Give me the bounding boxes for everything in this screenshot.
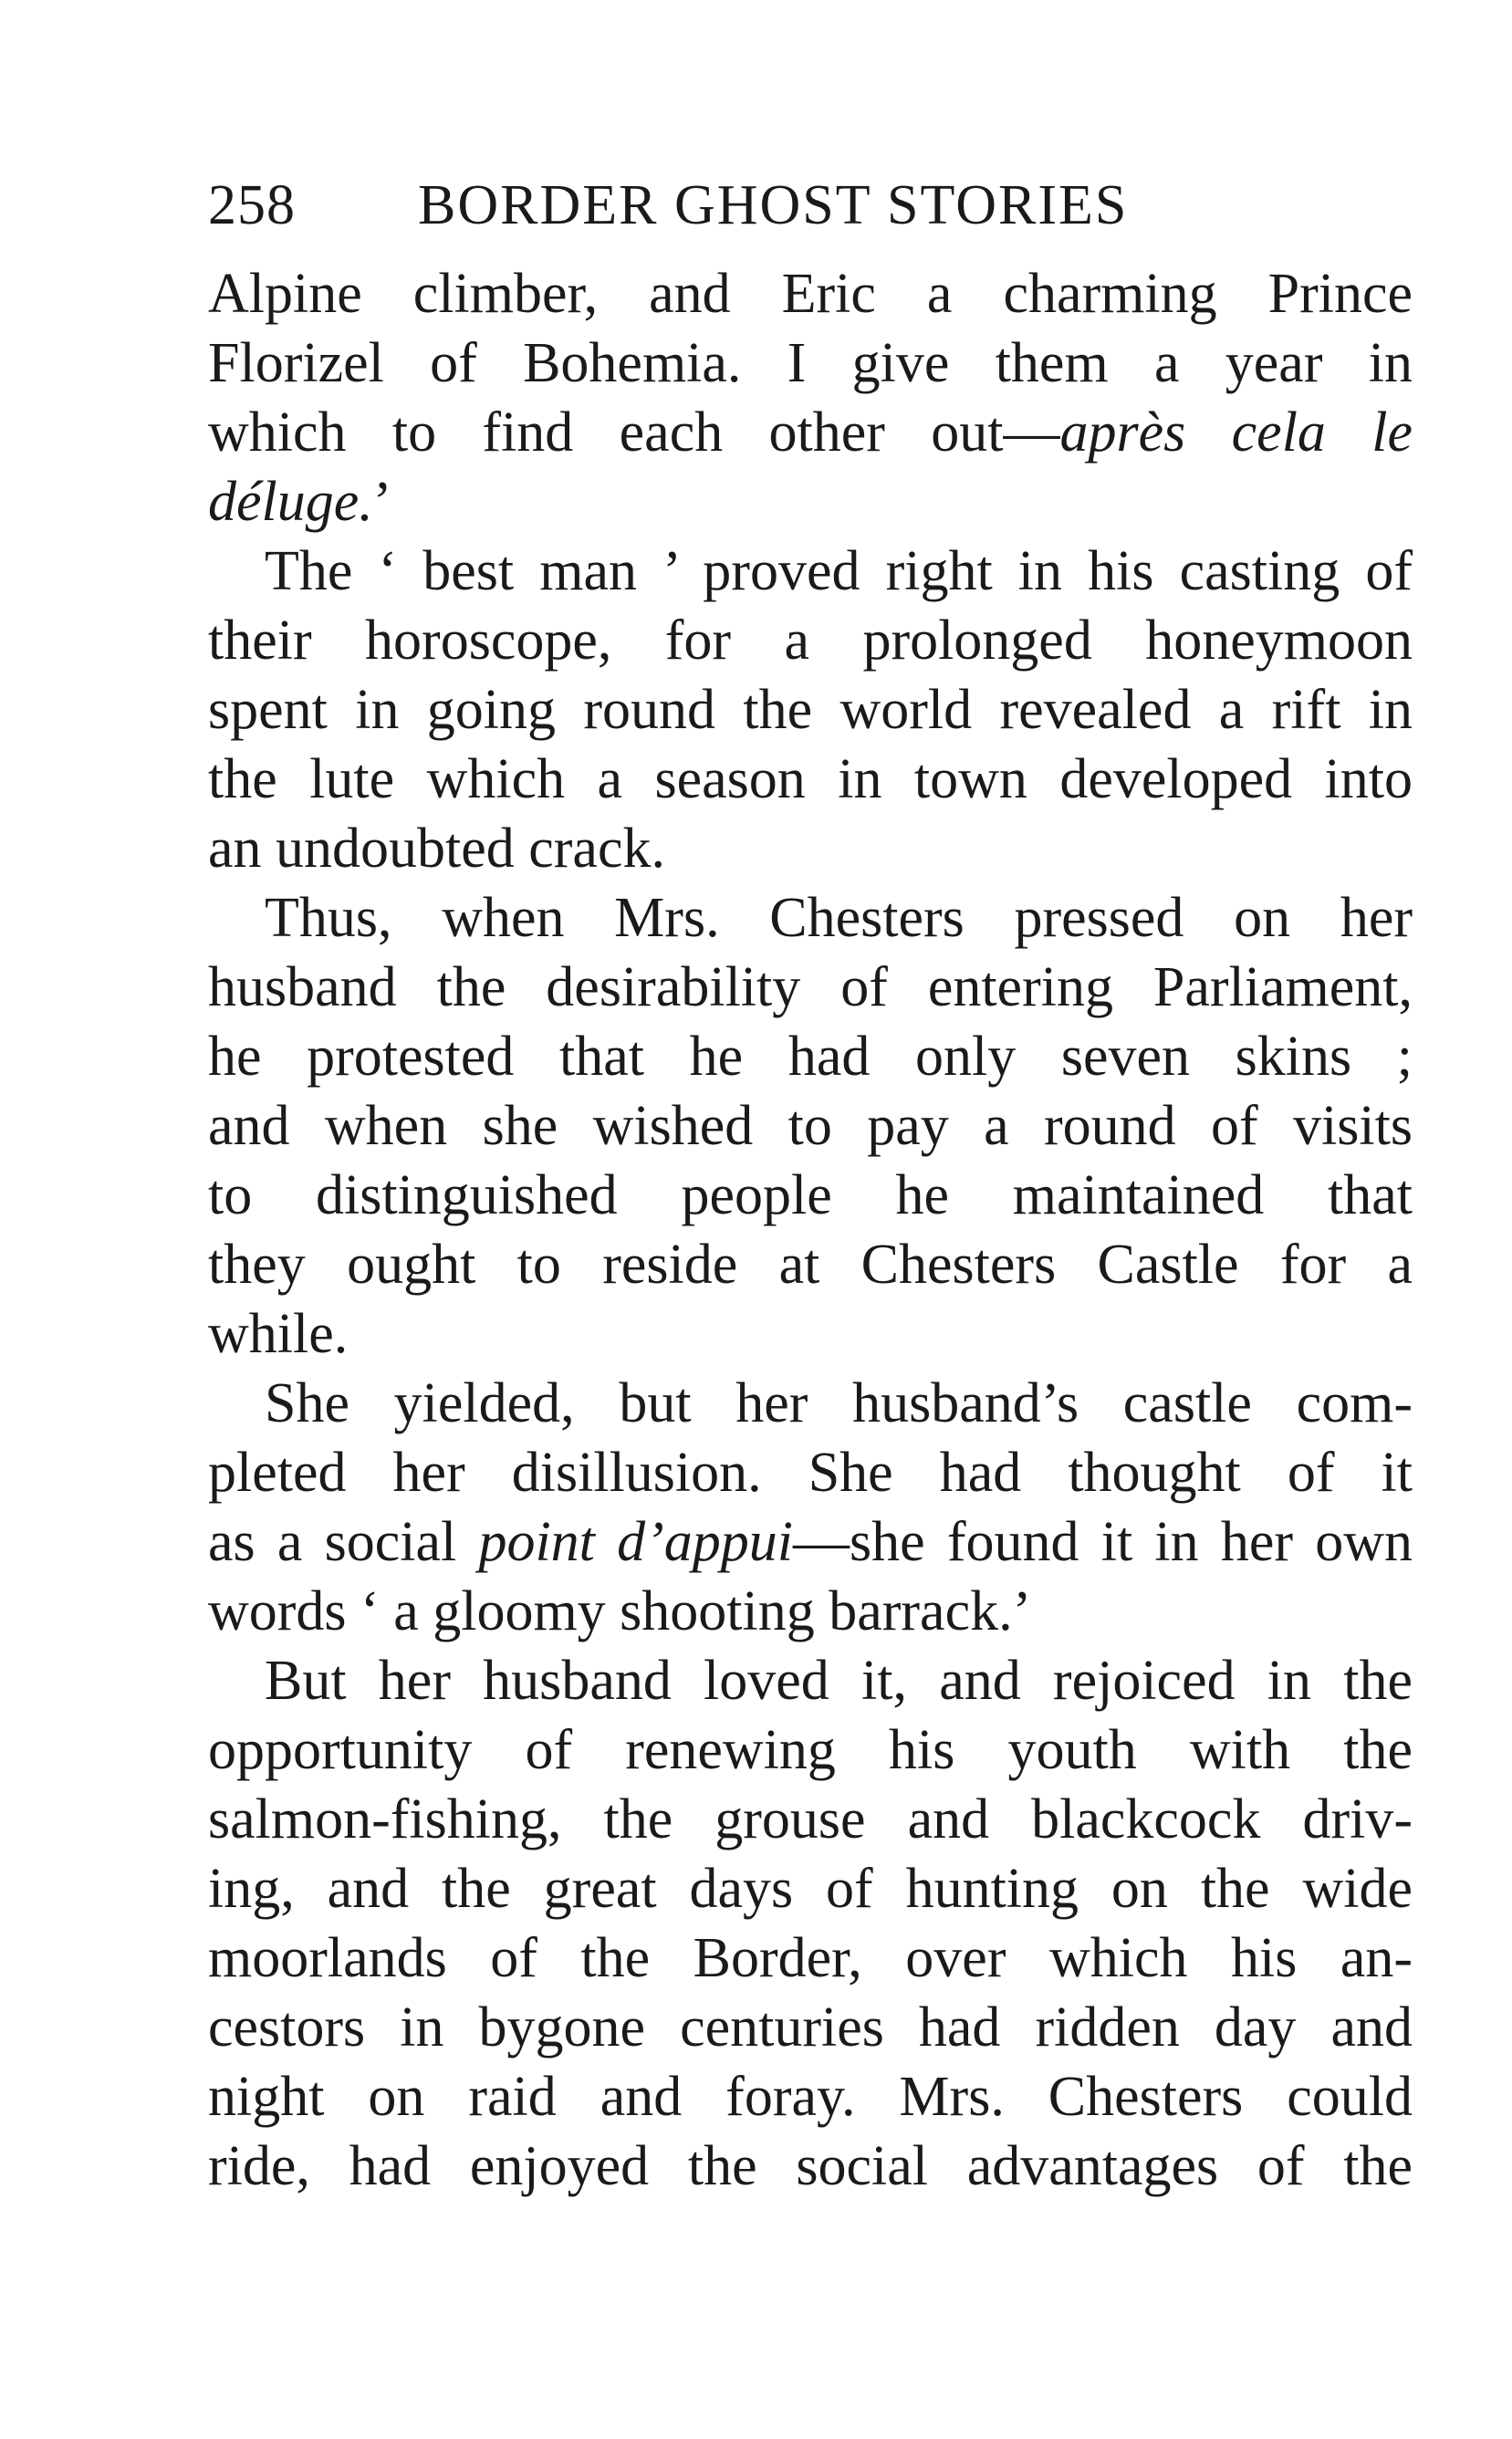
- text-line: an undoubted crack.: [208, 818, 665, 880]
- text-line: and when she wished to pay a round of visits: [208, 1095, 1413, 1157]
- text-line: words ‘ a gloomy shooting barrack.’: [208, 1580, 1032, 1642]
- text-line: their horoscope, for a prolonged honeymoon: [208, 610, 1413, 672]
- text-line: they ought to reside at Chesters Castle for a: [208, 1234, 1413, 1296]
- paragraph-first-line: She yielded, but her husband’s castle com-: [265, 1372, 1413, 1434]
- text-span: which to find each other out—: [208, 401, 1060, 464]
- text-line: he protested that he had only seven skins ;: [208, 1026, 1413, 1088]
- paragraph-first-line: Thus, when Mrs. Chesters pressed on her: [265, 887, 1413, 949]
- text-line: salmon-fishing, the grouse and blackcock driv-: [208, 1788, 1413, 1850]
- text-line: [208, 398, 1413, 467]
- italic-phrase: après cela le: [1059, 401, 1413, 464]
- text-line: ing, and the great days of hunting on the wide: [208, 1858, 1413, 1920]
- text-line: night on raid and foray. Mrs. Chesters could: [208, 2066, 1413, 2128]
- italic-phrase: point d’appui: [478, 1511, 793, 1573]
- text-line: cestors in bygone centuries had ridden day and: [208, 1996, 1413, 2059]
- running-title: BORDER GHOST STORIES: [418, 174, 1129, 236]
- body-text: [208, 259, 1413, 2201]
- running-head: [208, 173, 1413, 246]
- text-span: —she found it in her own: [792, 1511, 1413, 1573]
- text-line: moorlands of the Border, over which his an-: [208, 1927, 1413, 1989]
- text-line: [208, 467, 1413, 537]
- text-line: opportunity of renewing his youth with the: [208, 1719, 1413, 1781]
- text-line: the lute which a season in town developed into: [208, 748, 1413, 810]
- text-line: while.: [208, 1303, 349, 1365]
- paragraph-first-line: The ‘ best man ’ proved right in his casting of: [265, 540, 1413, 602]
- text-line: [208, 1507, 1413, 1577]
- text-line: Florizel of Bohemia. I give them a year in: [208, 332, 1413, 394]
- text-line: husband the desirability of entering Parliament,: [208, 956, 1413, 1018]
- text-line: pleted her disillusion. She had thought of it: [208, 1442, 1413, 1504]
- text-line: Alpine climber, and Eric a charming Prince: [208, 263, 1413, 325]
- italic-phrase: déluge.: [208, 471, 373, 533]
- paragraph-first-line: But her husband loved it, and rejoiced in the: [265, 1650, 1413, 1712]
- book-page: [208, 173, 1413, 2201]
- page-number: 258: [208, 174, 296, 236]
- text-line: to distinguished people he maintained that: [208, 1164, 1413, 1226]
- text-line: ride, had enjoyed the social advantages of the: [208, 2135, 1413, 2197]
- text-line: spent in going round the world revealed a rift in: [208, 679, 1413, 741]
- text-span: ’: [372, 471, 392, 533]
- text-span: as a social: [208, 1511, 479, 1573]
